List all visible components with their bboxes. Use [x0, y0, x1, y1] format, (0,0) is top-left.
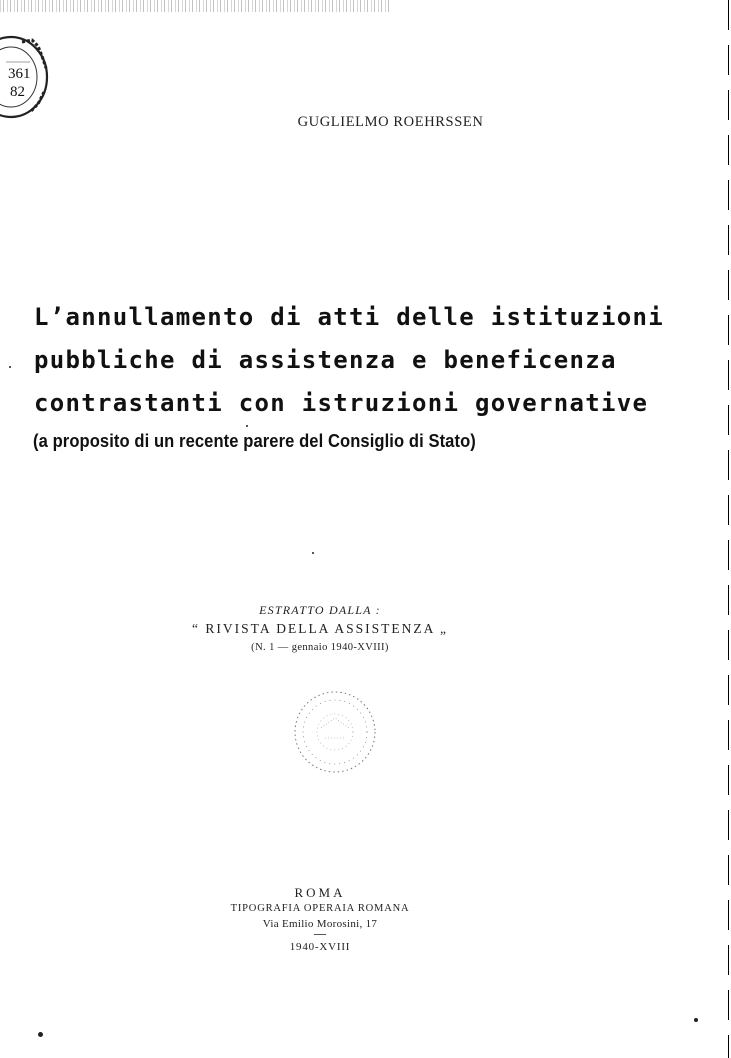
extract-label: ESTRATTO DALLA : [259, 603, 381, 617]
author-name: GUGLIELMO ROEHRSSEN [297, 114, 484, 130]
embossed-seal [291, 688, 379, 776]
imprint-divider [314, 934, 326, 935]
scan-noise [0, 0, 390, 12]
imprint-printer: TIPOGRAFIA OPERAIA ROMANA [230, 903, 410, 914]
ink-speck [9, 366, 11, 368]
journal-name: “ RIVISTA DELLA ASSISTENZA „ [192, 621, 448, 636]
ink-speck [38, 1032, 43, 1037]
title-line-1: L’annullamento di atti delle istituzioni [34, 303, 664, 331]
library-stamp [0, 34, 50, 120]
ink-speck [246, 425, 248, 427]
imprint [0, 884, 640, 955]
document-title [34, 296, 664, 425]
imprint-city: ROMA [294, 885, 346, 900]
ink-speck [694, 1018, 698, 1022]
ink-speck [312, 552, 314, 554]
extract-notice [0, 602, 640, 657]
title-line-3: contrastanti con istruzioni governative [34, 389, 649, 417]
stamp-shelf-mark-1: 361 [8, 66, 31, 82]
imprint-address: Via Emilio Morosini, 17 [262, 918, 378, 930]
scan-edge [728, 0, 729, 1058]
document-subtitle: (a proposito di un recente parere del Consiglio di Stato) [33, 430, 476, 451]
title-line-2: pubbliche di assistenza e beneficenza [34, 346, 617, 374]
imprint-year: 1940-XVIII [289, 941, 351, 953]
journal-issue: (N. 1 — gennaio 1940-XVIII) [251, 642, 389, 653]
stamp-shelf-mark-2: 82 [10, 84, 25, 100]
